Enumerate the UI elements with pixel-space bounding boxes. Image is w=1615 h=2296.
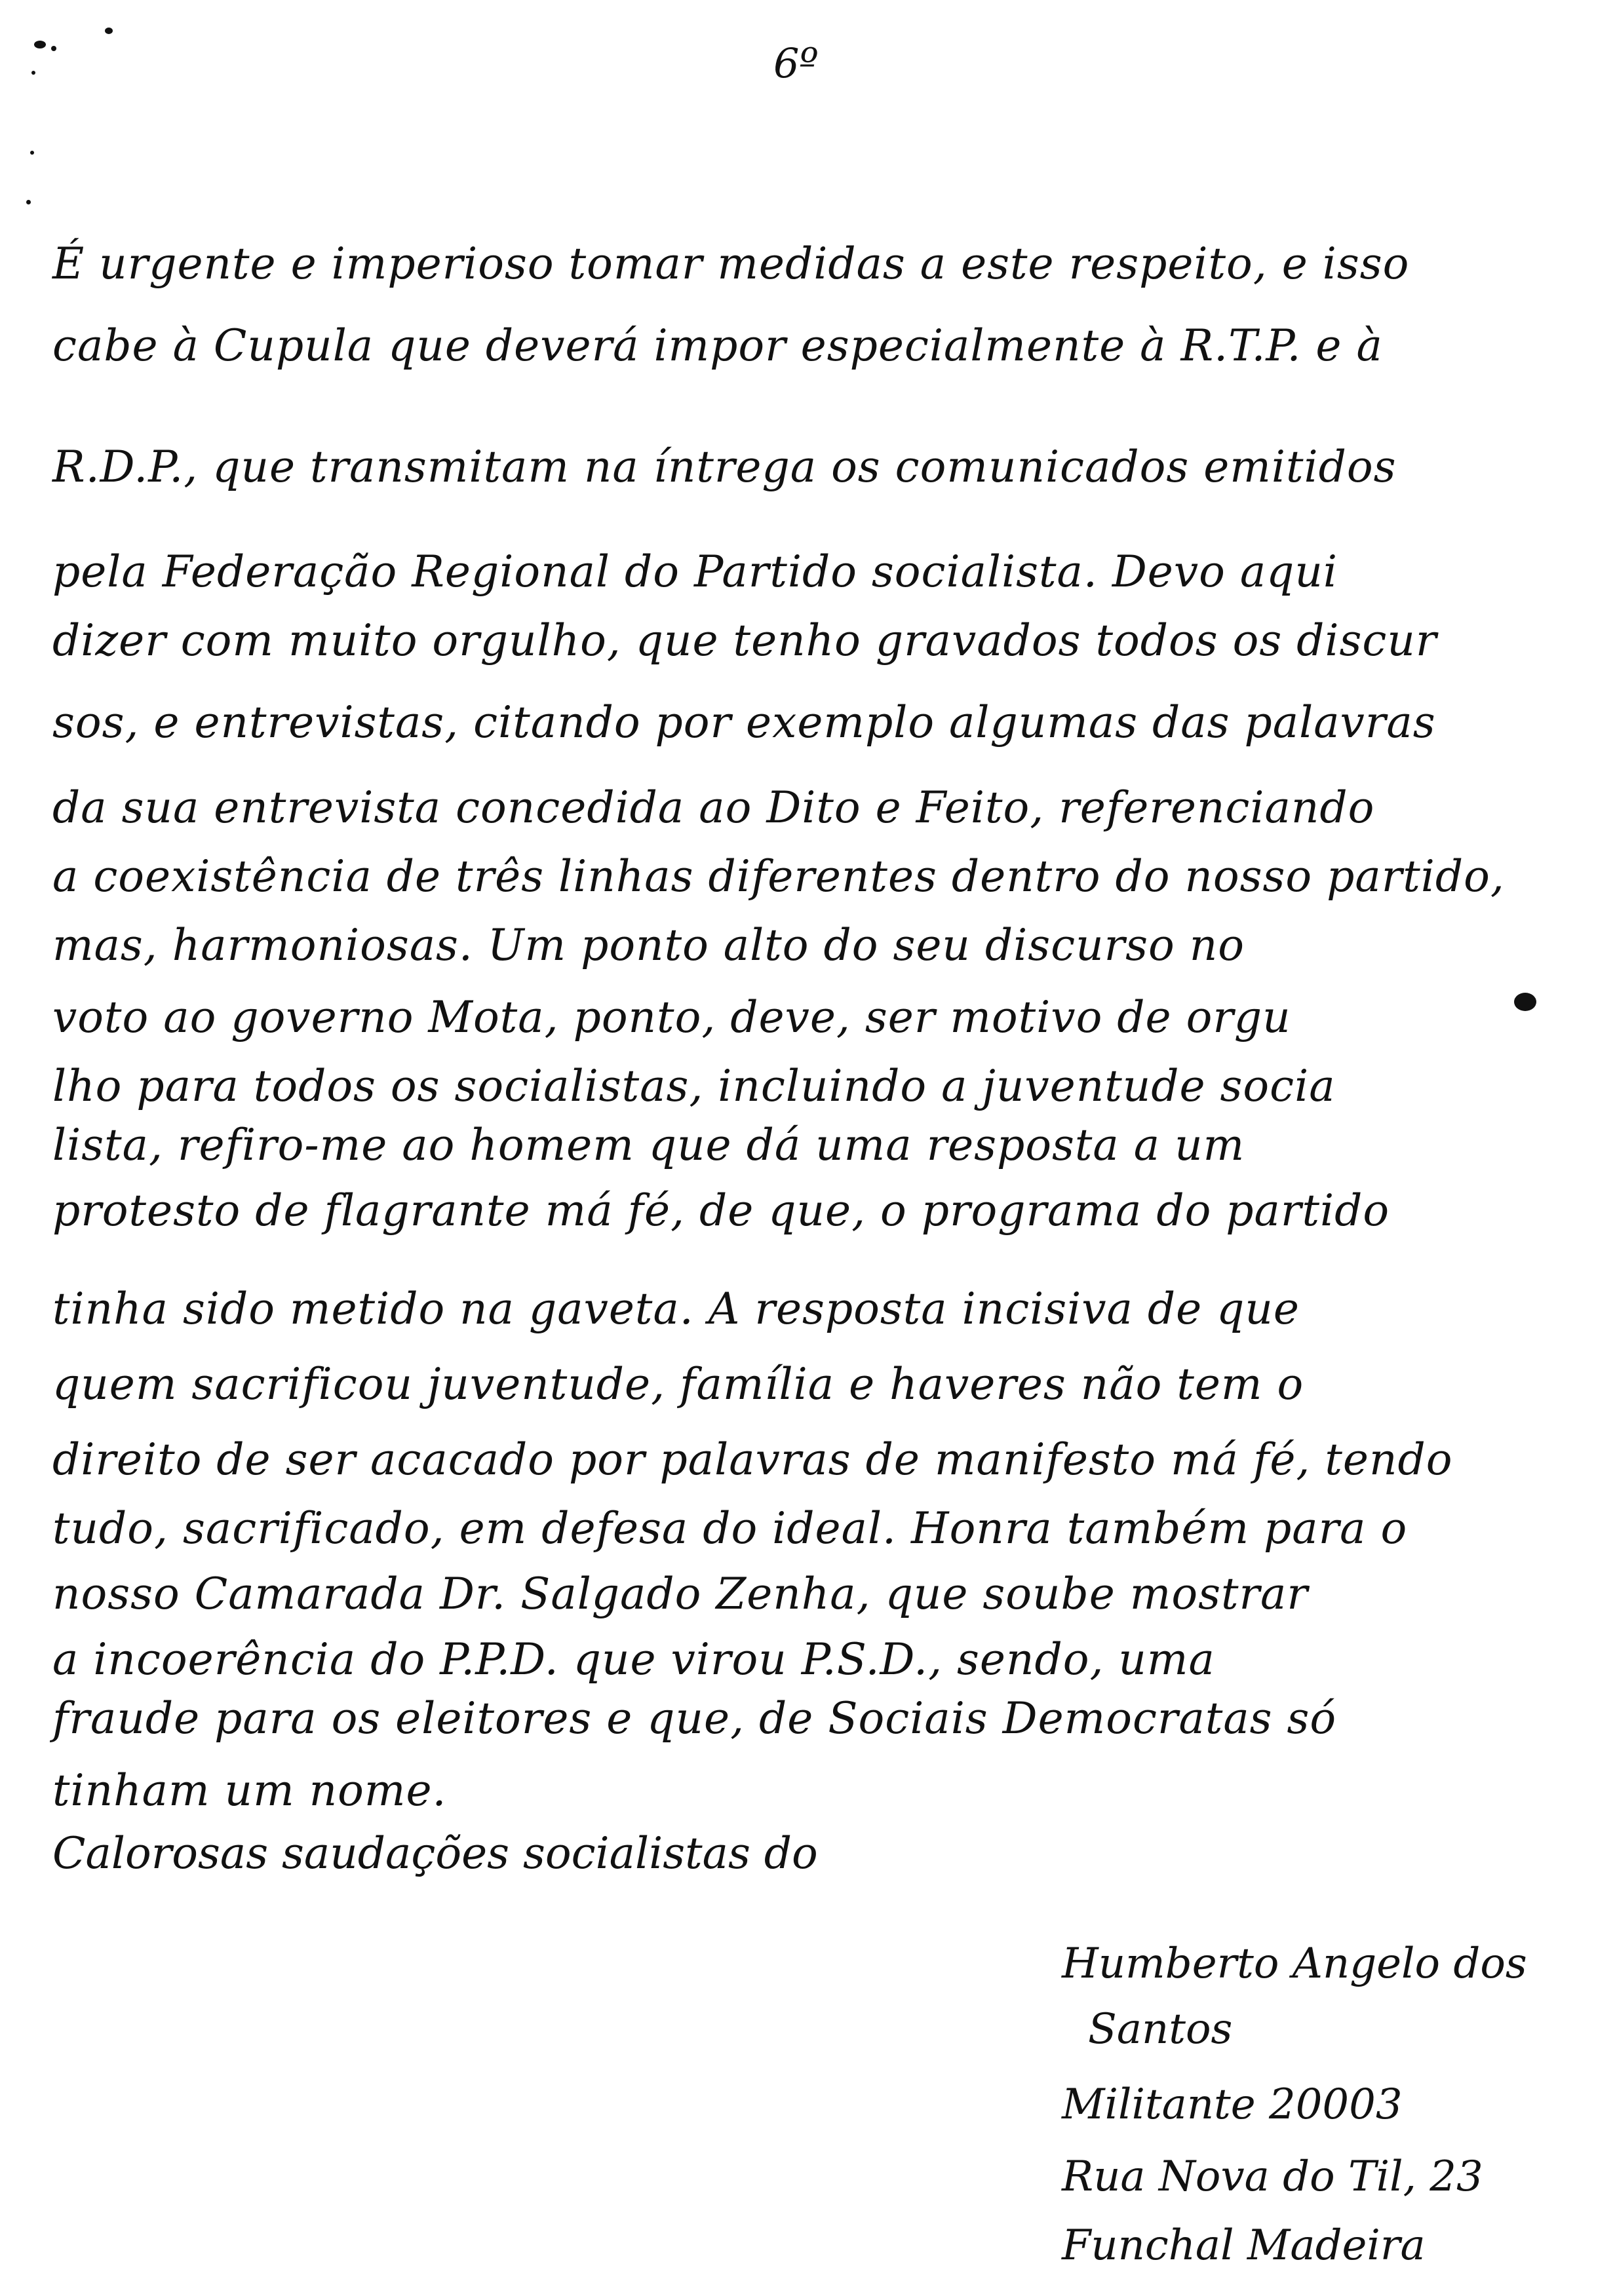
letter-closing: Calorosas saudações socialistas do bbox=[52, 1828, 818, 1879]
ink-speck bbox=[30, 151, 34, 155]
letter-line: direito de ser acacado por palavras de manifesto má fé, tendo bbox=[52, 1434, 1453, 1485]
street-address: Rua Nova do Til, 23 bbox=[1062, 2152, 1483, 2201]
letter-line: a incoerência do P.P.D. que virou P.S.D., sendo, uma bbox=[52, 1634, 1215, 1685]
letter-line: É urgente e imperioso tomar medidas a este respeito, e isso bbox=[52, 239, 1410, 289]
city: Funchal Madeira bbox=[1062, 2221, 1426, 2270]
letter-line: quem sacrificou juventude, família e haveres não tem o bbox=[52, 1359, 1304, 1409]
page-number: 6º bbox=[773, 39, 819, 87]
ink-speck bbox=[34, 41, 46, 48]
ink-speck bbox=[105, 28, 113, 34]
letter-line: sos, e entrevistas, citando por exemplo algumas das palavras bbox=[52, 697, 1436, 748]
letter-line: cabe à Cupula que deverá impor especialmente à R.T.P. e à bbox=[52, 320, 1383, 371]
letter-line: lista, refiro-me ao homem que dá uma resposta a um bbox=[52, 1120, 1245, 1170]
letter-line: tinha sido metido na gaveta. A resposta incisiva de que bbox=[52, 1284, 1300, 1334]
ink-speck bbox=[31, 71, 35, 75]
letter-line: dizer com muito orgulho, que tenho gravados todos os discur bbox=[52, 615, 1437, 666]
member-number: Militante 20003 bbox=[1062, 2080, 1403, 2129]
letter-line: R.D.P., que transmitam na íntrega os comunicados emitidos bbox=[52, 442, 1397, 492]
letter-line: lho para todos os socialistas, incluindo a juventude socia bbox=[52, 1061, 1336, 1111]
ink-blot bbox=[1514, 993, 1536, 1011]
letter-line: da sua entrevista concedida ao Dito e Feito, referenciando bbox=[52, 782, 1375, 833]
ink-speck bbox=[26, 200, 31, 204]
letter-line: a coexistência de três linhas diferentes dentro do nosso partido, bbox=[52, 851, 1505, 902]
letter-line: nosso Camarada Dr. Salgado Zenha, que soube mostrar bbox=[52, 1569, 1308, 1619]
ink-speck bbox=[51, 46, 56, 51]
letter-line: tinham um nome. bbox=[52, 1765, 447, 1816]
letter-line: tudo, sacrificado, em defesa do ideal. Honra também para o bbox=[52, 1503, 1408, 1554]
letter-line: protesto de flagrante má fé, de que, o programa do partido bbox=[52, 1185, 1390, 1236]
letter-line: mas, harmoniosas. Um ponto alto do seu discurso no bbox=[52, 920, 1245, 970]
letter-line: fraude para os eleitores e que, de Sociais Democratas só bbox=[52, 1693, 1337, 1744]
signature-surname: Santos bbox=[1088, 2005, 1233, 2054]
letter-line: voto ao governo Mota, ponto, deve, ser motivo de orgu bbox=[52, 992, 1291, 1043]
letter-line: pela Federação Regional do Partido socialista. Devo aqui bbox=[52, 546, 1338, 597]
signature-name: Humberto Angelo dos bbox=[1062, 1940, 1527, 1988]
